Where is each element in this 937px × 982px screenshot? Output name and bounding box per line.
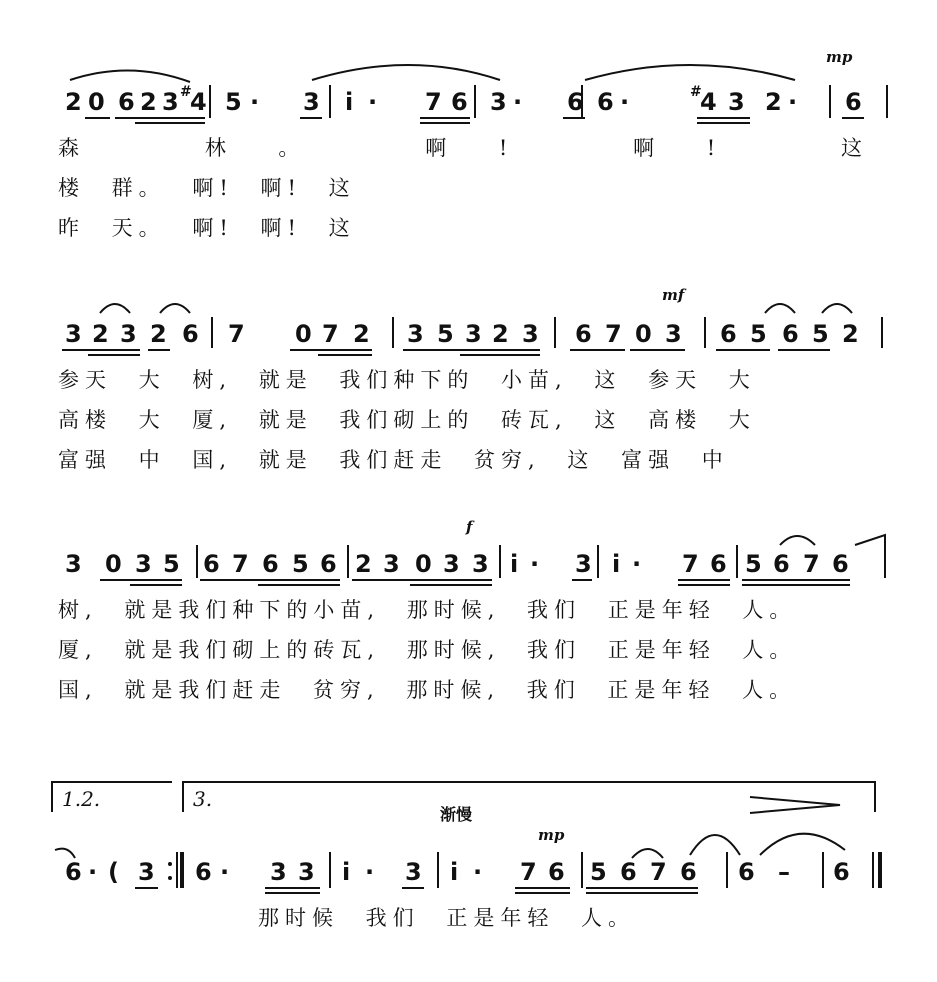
svg-text:6: 6 — [833, 858, 850, 886]
slur — [70, 70, 190, 82]
svg-text:2: 2 — [150, 320, 167, 348]
svg-text:6: 6 — [567, 88, 584, 116]
svg-text:6: 6 — [738, 858, 755, 886]
svg-text:3: 3 — [135, 550, 152, 578]
svg-text:6: 6 — [845, 88, 862, 116]
notes-row-3 — [65, 550, 849, 578]
svg-text:5: 5 — [225, 88, 242, 116]
lyrics-row-2 — [58, 368, 756, 472]
volta-2-label: 3. — [193, 787, 213, 811]
svg-text:3: 3 — [465, 320, 482, 348]
svg-text:2: 2 — [842, 320, 859, 348]
score-row-3 — [58, 518, 885, 702]
svg-text:5: 5 — [437, 320, 454, 348]
svg-text:6: 6 — [65, 858, 82, 886]
svg-text:3: 3 — [298, 858, 315, 886]
svg-text:·: · — [88, 858, 98, 886]
svg-text:6: 6 — [548, 858, 565, 886]
svg-text:6: 6 — [575, 320, 592, 348]
lyric-line: 森 林。 啊! 啊! 这 — [58, 136, 869, 160]
lyric-line: 参天 大 树, 就是 我们种下的 小苗, 这 参天 大 — [58, 368, 756, 392]
svg-text:3: 3 — [728, 88, 745, 116]
dynamic-mf: mf — [662, 286, 685, 304]
dynamic-mp-2: mp — [538, 826, 565, 844]
svg-text:6: 6 — [710, 550, 727, 578]
svg-text:–: – — [778, 858, 790, 886]
svg-text:4: 4 — [700, 88, 717, 116]
svg-text:6: 6 — [262, 550, 279, 578]
svg-text:3: 3 — [472, 550, 489, 578]
svg-text:3: 3 — [120, 320, 137, 348]
svg-text:3: 3 — [405, 858, 422, 886]
svg-text:3: 3 — [407, 320, 424, 348]
svg-text:2: 2 — [92, 320, 109, 348]
lyrics-row-3 — [58, 598, 796, 702]
svg-text:7: 7 — [803, 550, 820, 578]
svg-text:5: 5 — [750, 320, 767, 348]
svg-text:3: 3 — [443, 550, 460, 578]
svg-text:·: · — [530, 550, 540, 578]
volta-1-label: 1.2. — [62, 787, 101, 811]
score-row-4 — [52, 782, 880, 930]
svg-text:6: 6 — [195, 858, 212, 886]
svg-text:0: 0 — [415, 550, 432, 578]
svg-text:7: 7 — [605, 320, 622, 348]
svg-text:i: i — [510, 550, 519, 578]
svg-text:·: · — [250, 88, 260, 116]
svg-text:6: 6 — [451, 88, 468, 116]
svg-text:·: · — [620, 88, 630, 116]
svg-text:0: 0 — [105, 550, 122, 578]
svg-text:6: 6 — [620, 858, 637, 886]
svg-text:3: 3 — [270, 858, 287, 886]
svg-text:·: · — [513, 88, 523, 116]
svg-text:3: 3 — [162, 88, 179, 116]
svg-text:3: 3 — [303, 88, 320, 116]
notes-row-1 — [65, 84, 862, 116]
svg-text:6: 6 — [720, 320, 737, 348]
svg-text:6: 6 — [320, 550, 337, 578]
svg-text:3: 3 — [490, 88, 507, 116]
svg-text:6: 6 — [773, 550, 790, 578]
lyric-line: 树, 就是我们种下的小苗, 那时候, 我们 正是年轻 人。 — [58, 598, 797, 622]
svg-text:2: 2 — [65, 88, 82, 116]
svg-text:6: 6 — [597, 88, 614, 116]
svg-text:4: 4 — [190, 88, 207, 116]
notes-row-2 — [65, 320, 859, 348]
svg-text:5: 5 — [163, 550, 180, 578]
lyric-line: 高楼 大 厦, 就是 我们砌上的 砖瓦, 这 高楼 大 — [58, 408, 756, 432]
svg-text:2: 2 — [765, 88, 782, 116]
svg-text:3: 3 — [575, 550, 592, 578]
svg-text:i: i — [450, 858, 459, 886]
svg-text:5: 5 — [590, 858, 607, 886]
lyric-line: 那时候 我们 正是年轻 人。 — [258, 906, 636, 930]
svg-text:3: 3 — [138, 858, 155, 886]
svg-text:5: 5 — [812, 320, 829, 348]
lyrics-row-4 — [258, 906, 635, 930]
slur — [585, 65, 795, 80]
svg-text:3: 3 — [522, 320, 539, 348]
tempo-marking: 渐慢 — [440, 805, 473, 824]
svg-text:7: 7 — [650, 858, 667, 886]
svg-text:3: 3 — [65, 550, 82, 578]
svg-text:·: · — [473, 858, 483, 886]
svg-text:2: 2 — [355, 550, 372, 578]
svg-text:7: 7 — [232, 550, 249, 578]
svg-text:5: 5 — [292, 550, 309, 578]
score-row-2 — [58, 286, 882, 472]
dynamic-mp-1: mp — [826, 48, 853, 66]
svg-text:0: 0 — [88, 88, 105, 116]
score-row-1 — [58, 48, 887, 240]
volta-2 — [183, 782, 875, 812]
svg-text:6: 6 — [782, 320, 799, 348]
lyrics-row-1 — [58, 136, 868, 240]
svg-text:·: · — [788, 88, 798, 116]
svg-text:7: 7 — [682, 550, 699, 578]
svg-text:i: i — [342, 858, 351, 886]
dynamic-f: f — [466, 518, 473, 536]
decrescendo — [750, 797, 840, 813]
svg-text:2: 2 — [492, 320, 509, 348]
lyric-line: 厦, 就是我们砌上的砖瓦, 那时候, 我们 正是年轻 人。 — [58, 638, 797, 662]
svg-text:7: 7 — [322, 320, 339, 348]
svg-text:3: 3 — [383, 550, 400, 578]
svg-text:·: · — [220, 858, 230, 886]
svg-text:·: · — [368, 88, 378, 116]
svg-text:6: 6 — [832, 550, 849, 578]
svg-text:6: 6 — [182, 320, 199, 348]
svg-text:0: 0 — [295, 320, 312, 348]
svg-text:#: # — [180, 84, 192, 100]
lyric-line: 富强 中 国, 就是 我们赶走 贫穷, 这 富强 中 — [58, 448, 729, 472]
svg-text:2: 2 — [140, 88, 157, 116]
svg-text:i: i — [612, 550, 621, 578]
svg-text:6: 6 — [203, 550, 220, 578]
svg-text:7: 7 — [228, 320, 245, 348]
slur — [312, 65, 500, 80]
svg-text:0: 0 — [635, 320, 652, 348]
svg-text:2: 2 — [353, 320, 370, 348]
svg-text:·: · — [632, 550, 642, 578]
svg-text:#: # — [690, 84, 702, 100]
svg-text:(: ( — [108, 858, 119, 886]
svg-text:5: 5 — [745, 550, 762, 578]
lyric-line: 昨 天。 啊! 啊! 这 — [58, 216, 356, 240]
svg-text:7: 7 — [425, 88, 442, 116]
svg-text:7: 7 — [520, 858, 537, 886]
svg-text:6: 6 — [680, 858, 697, 886]
svg-text:i: i — [345, 88, 354, 116]
svg-text:3: 3 — [65, 320, 82, 348]
svg-text:3: 3 — [665, 320, 682, 348]
lyric-line: 国, 就是我们赶走 贫穷, 那时候, 我们 正是年轻 人。 — [58, 678, 797, 702]
svg-text:6: 6 — [118, 88, 135, 116]
svg-text:·: · — [365, 858, 375, 886]
lyric-line: 楼 群。 啊! 啊! 这 — [58, 176, 356, 200]
